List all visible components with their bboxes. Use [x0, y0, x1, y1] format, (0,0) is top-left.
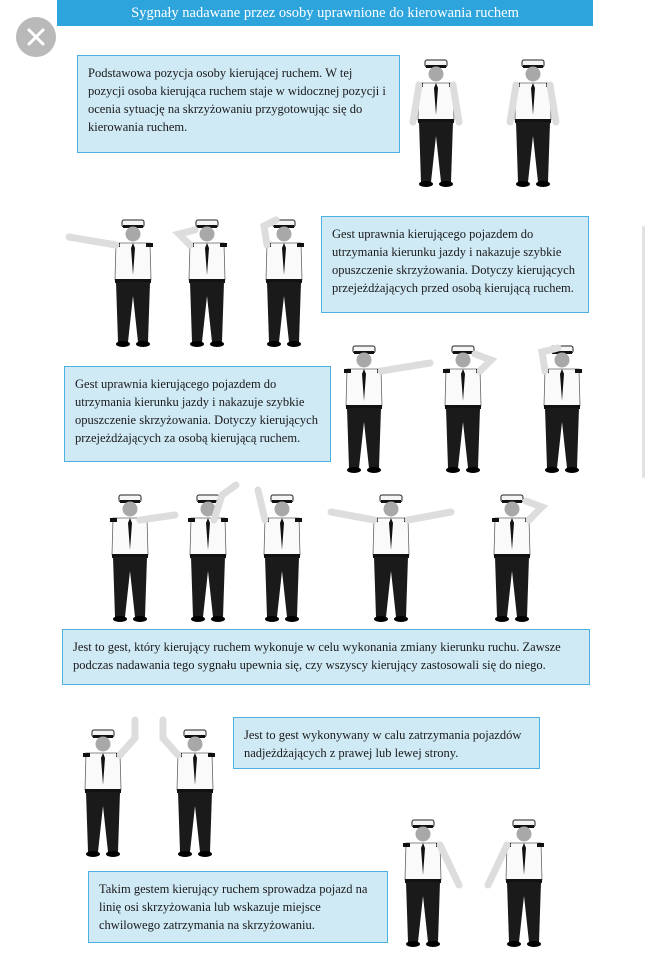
description-stop-side: Jest to gest wykonywany w calu zatrzymania pojazdów nadjeżdżających z prawej lub lewej strony.: [233, 717, 540, 769]
close-button[interactable]: [16, 17, 56, 57]
description-basic-position: Podstawowa pozycja osoby kierującej ruchem. W tej pozycji osoba kierująca ruchem staje w widocznej pozycji i ocenia sytuację na skrzyżowaniu przygotowując się do kierowania ruchem.: [77, 55, 400, 153]
description-direction-change: Jest to gest, który kierujący ruchem wykonuje w celu wykonania zmiany kierunku ruchu. Zawsze podczas nadawania tego sygnału upewnia się, czy wszyscy kierujący zastosowali się do niego.: [62, 629, 590, 685]
officer-figure: [179, 220, 227, 347]
description-pass-behind: Gest uprawnia kierującego pojazdem do utrzymania kierunku jazdy i nakazuje szybkie opuszczenie skrzyżowania. Dotyczy kierujących przejeżdżających za osobą kierującą ruchem.: [64, 366, 331, 462]
officer-figure: [163, 720, 215, 857]
officer-figure: [492, 495, 542, 622]
page-title: Sygnały nadawane przez osoby uprawnione do kierowania ruchem: [57, 0, 593, 26]
description-bring-to-axis: Takim gestem kierujący ruchem sprowadza pojazd na linię osi skrzyżowania lub wskazuje miejsce chwilowego zatrzymania na skrzyżowaniu.: [88, 871, 388, 943]
officer-figure: [443, 346, 491, 473]
officer-figure: [83, 720, 135, 857]
description-pass-front: Gest uprawnia kierującego pojazdem do utrzymania kierunku jazdy i nakazuje szybkie opuszczenie skrzyżowania. Dotyczy kierujących przejeżdżających przed osobą kierującą ruchem.: [321, 216, 589, 313]
officer-figure: [69, 220, 153, 347]
officer-figure: [510, 60, 556, 187]
officer-figure: [188, 485, 236, 622]
officer-figure: [258, 490, 302, 622]
officer-figure: [331, 495, 451, 622]
officer-figure: [344, 346, 430, 473]
close-icon: [16, 17, 56, 57]
officer-figure: [403, 820, 459, 947]
officer-figure: [542, 346, 582, 473]
officer-figure: [488, 820, 544, 947]
officer-figure: [110, 495, 175, 622]
officer-figure: [413, 60, 459, 187]
officer-figure: [264, 220, 304, 347]
